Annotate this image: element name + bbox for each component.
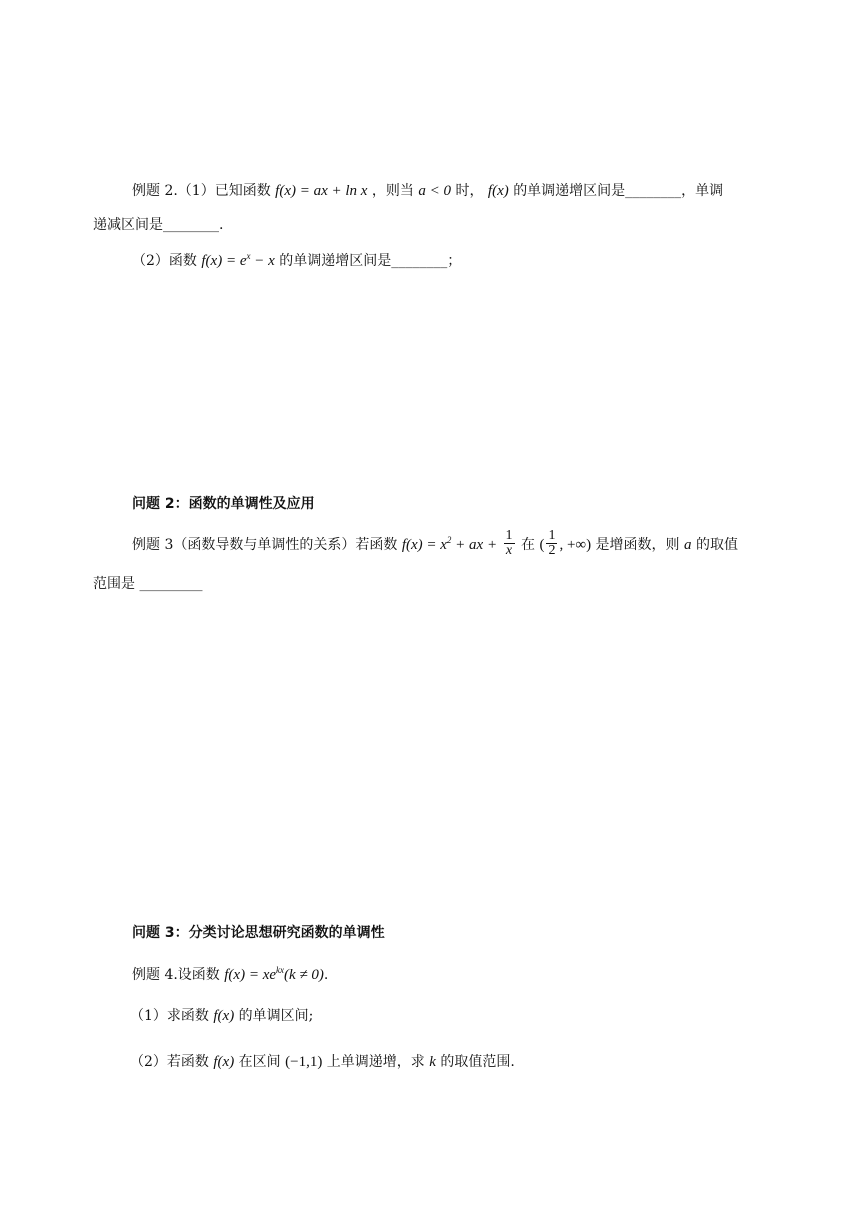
text: 的单调递增区间是________，单调: [513, 183, 724, 199]
formula-base: f(x) = xe: [224, 967, 277, 983]
question-2-heading: 问题 2：函数的单调性及应用: [132, 496, 315, 512]
example-4-part-2: [130, 1052, 515, 1072]
part-label: （2）若函数: [130, 1054, 209, 1070]
text: .: [323, 967, 329, 983]
formula-f-ex-x: [201, 253, 274, 269]
example-4-label: 例题 4.设函数: [132, 967, 220, 983]
example-2-part-2: [132, 246, 461, 271]
formula-tail: − x: [250, 253, 275, 269]
example-3-label: 例题 3（函数导数与单调性的关系）若函数: [132, 537, 398, 553]
fraction-1-over-2: [546, 529, 557, 558]
text: 时，: [455, 183, 484, 199]
fraction-1-over-x: [504, 529, 515, 558]
example-3-line-1: [132, 527, 738, 560]
text: 的取值: [695, 537, 738, 553]
formula-exponent: 2: [446, 535, 452, 545]
formula-f-x2-ax: [402, 537, 497, 553]
part-label: （1）求函数: [130, 1008, 209, 1024]
formula-f-ax-lnx: f(x) = ax + ln x: [275, 183, 368, 199]
formula-base: f(x) = x: [401, 537, 447, 553]
fraction-numerator: 1: [505, 527, 513, 543]
fraction-denominator: x: [505, 542, 513, 558]
example-2-line-1: [132, 181, 723, 201]
text: ，则当: [371, 183, 414, 199]
text: 在: [520, 537, 535, 553]
condition-a-lt-0: a < 0: [418, 183, 451, 199]
question-3-heading: 问题 3：分类讨论思想研究函数的单调性: [132, 925, 385, 941]
formula-base: f(x) = e: [201, 253, 247, 269]
text: 在区间: [238, 1054, 281, 1070]
text: 的单调递增区间是________；: [279, 253, 462, 269]
variable-a: a: [684, 537, 692, 553]
example-4-part-1: [130, 1006, 313, 1026]
text: 是增函数，则: [595, 537, 680, 553]
formula-exponent: x: [246, 251, 251, 261]
formula-condition: (k ≠ 0): [284, 967, 324, 983]
fraction-denominator: 2: [548, 543, 556, 559]
formula-fx: f(x): [487, 183, 509, 199]
formula-mid: + ax +: [451, 537, 498, 553]
interval-neg1-1: (−1,1): [285, 1054, 323, 1070]
interval-open: (: [539, 537, 545, 553]
variable-k: k: [429, 1054, 436, 1070]
text: 的单调区间;: [238, 1008, 314, 1024]
formula-f-xekx: [224, 967, 324, 983]
example-2-label: 例题 2.（1）已知函数: [132, 183, 271, 199]
formula-exponent: kx: [276, 965, 285, 975]
text: 上单调递增，求: [326, 1054, 425, 1070]
example-3-line-2: 范围是 _________: [93, 576, 203, 592]
formula-fx: f(x): [213, 1008, 235, 1024]
part-label: （2）函数: [132, 253, 197, 269]
formula-fx: f(x): [213, 1054, 235, 1070]
fraction-numerator: 1: [548, 528, 556, 544]
interval-half-inf: [539, 528, 592, 559]
example-2-line-2: 递减区间是________.: [93, 217, 224, 233]
text: 的取值范围.: [440, 1054, 515, 1070]
interval-close: , +∞): [559, 537, 592, 553]
example-4-line: [132, 960, 328, 985]
